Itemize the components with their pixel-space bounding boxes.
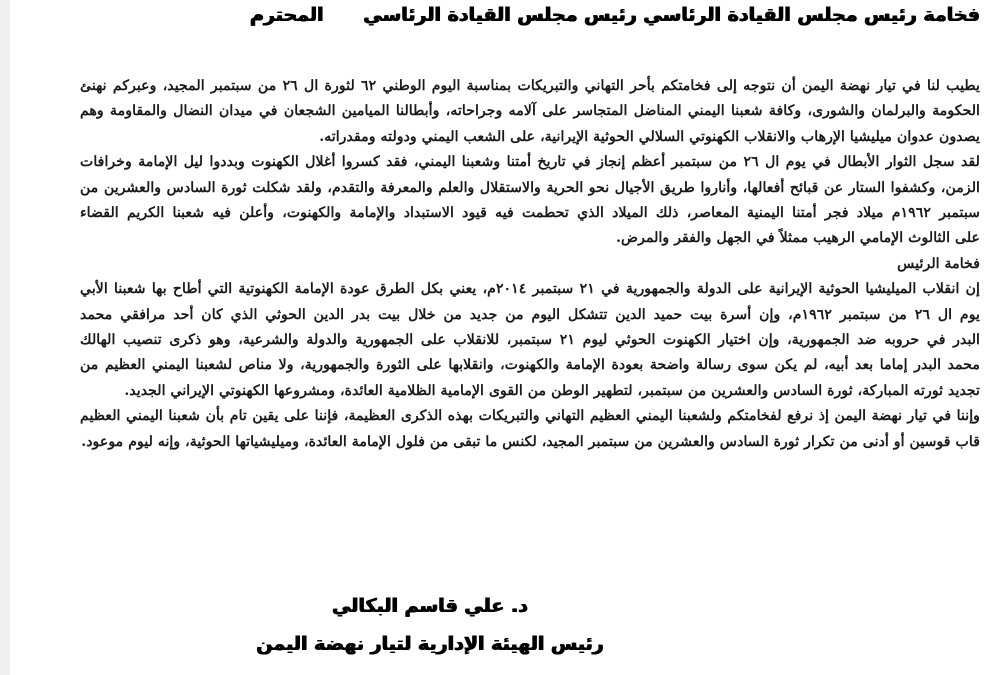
text-line: لقد سجل الثوار الأبطال في يوم ال ٢٦ من سبتمبر أعظم إنجاز في تاريخ أمتنا وشعبنا اليمني، فقد كسروا أغلال الكهنوت وبددوا ليل الإمامة وخرافات (80, 154, 980, 171)
paragraph-revolution (80, 150, 980, 252)
text-line: يطيب لنا في تيار نهضة اليمن أن نتوجه إلى فخامتكم بأحر التهاني والتبريكات بمناسبة اليوم الوطني ٦٢ لثورة ال ٢٦ من سبتمبر المجيد، وعبركم نهنئ (80, 78, 980, 94)
text-line: سبتمبر ١٩٦٢م ميلاد فجر أمتنا اليمنية المعاصر، ذلك الميلاد الذي تحطمت فيه قيود الاستبداد والإمامة والكهنوت، وأعلن فيه شعبنا الكريم القضاء (80, 205, 980, 222)
section-heading: فخامة الرئيس (897, 255, 980, 272)
paragraph-greeting (80, 74, 980, 150)
text-line: تجديد ثورته المباركة، ثورة السادس والعشرين من سبتمبر، لتطهير الوطن من القوى الإمامية الظلامية العائدة، ومشروعها الكهنوتي الإيراني الجديد. (124, 382, 980, 399)
text-line: البدر في حروبه ضد الجمهورية، وإن اختيار الكهنوت الحوثي ليوم ٢١ سبتمبر، للانقلاب على الجمهورية والدولة والشرعية، وهو ذكرى تنصيب الهالك (80, 332, 980, 349)
paragraph-heading (80, 252, 980, 277)
salutation-header (210, 4, 980, 34)
text-line: الحكومة والبرلمان والشورى، وكافة شعبنا اليمني المناضل المتجاسر على آلامه وجراحاته، وأبطالنا الميامين الشجعان في ميدان النضال والمقاومة وهم (80, 103, 980, 120)
text-line: على الثالوث الإمامي الرهيب ممثلاً في الجهل والفقر والمرض. (616, 230, 980, 247)
honorific: المحترم (250, 4, 324, 26)
signatory-role: رئيس الهيئة الإدارية لتيار نهضة اليمن (256, 633, 604, 655)
signatory-name: د. علي قاسم البكالي (332, 595, 528, 617)
paragraph-coup (80, 277, 980, 404)
text-line: محمد البدر إماما بعد أبيه، لم يكن سوى رسالة واضحة بعودة الإمامة والكهنوت، وانقلابها على الثورة والجمهورية، ولا مناص لشعبنا اليمني العظيم من (80, 357, 980, 374)
text-line: يصدون عدوان ميليشيا الإرهاب والانقلاب الكهنوتي السلالي الحوثية الإيرانية، على الشعب اليمني ودولته ومقدراته. (319, 128, 980, 145)
paragraph-closing (80, 404, 980, 455)
text-line: قاب قوسين أو أدنى من تكرار ثورة السادس والعشرين من سبتمبر المجيد، لكنس ما تبقى من فلول الإمامة العائدة، وميليشياتها الحوثية، وإنه ليوم موعود. (81, 433, 980, 450)
letter-page (10, 0, 990, 675)
text-line: يوم ال ٢٦ من سبتمبر ١٩٦٢م، وإن أسرة بيت حميد الدين تتشكل اليوم من جديد من خلال بيت بدر الدين الحوثي الذي كان أحد مرافقي محمد (80, 306, 980, 323)
text-line: إن انقلاب الميليشيا الحوثية الإيرانية على الدولة والجمهورية في ٢١ سبتمبر ٢٠١٤م، يعني بكل الطرق عودة الإمامة الكهنوتية التي أطاح بها شعبنا الأبي (80, 281, 980, 298)
addressee-title: فخامة رئيس مجلس القيادة الرئاسي رئيس مجلس القيادة الرئاسي (363, 4, 980, 26)
text-line: وإننا في تيار نهضة اليمن إذ نرفع لفخامتكم ولشعبنا اليمني العظيم التهاني والتبريكات بهذه الذكرى العظيمة، فإننا على يقين تام بأن شعبنا اليمني العظيم (80, 408, 980, 425)
letter-body (80, 74, 980, 455)
text-line: الزمن، وكشفوا الستار عن قبائح أفعالها، وأناروا طريق الأجيال نحو الحرية والاستقلال والعلم والمعرفة والتقدم، ولقد شكلت ثورة السادس والعشرين من (80, 179, 980, 196)
page-margin-strip (0, 0, 10, 675)
